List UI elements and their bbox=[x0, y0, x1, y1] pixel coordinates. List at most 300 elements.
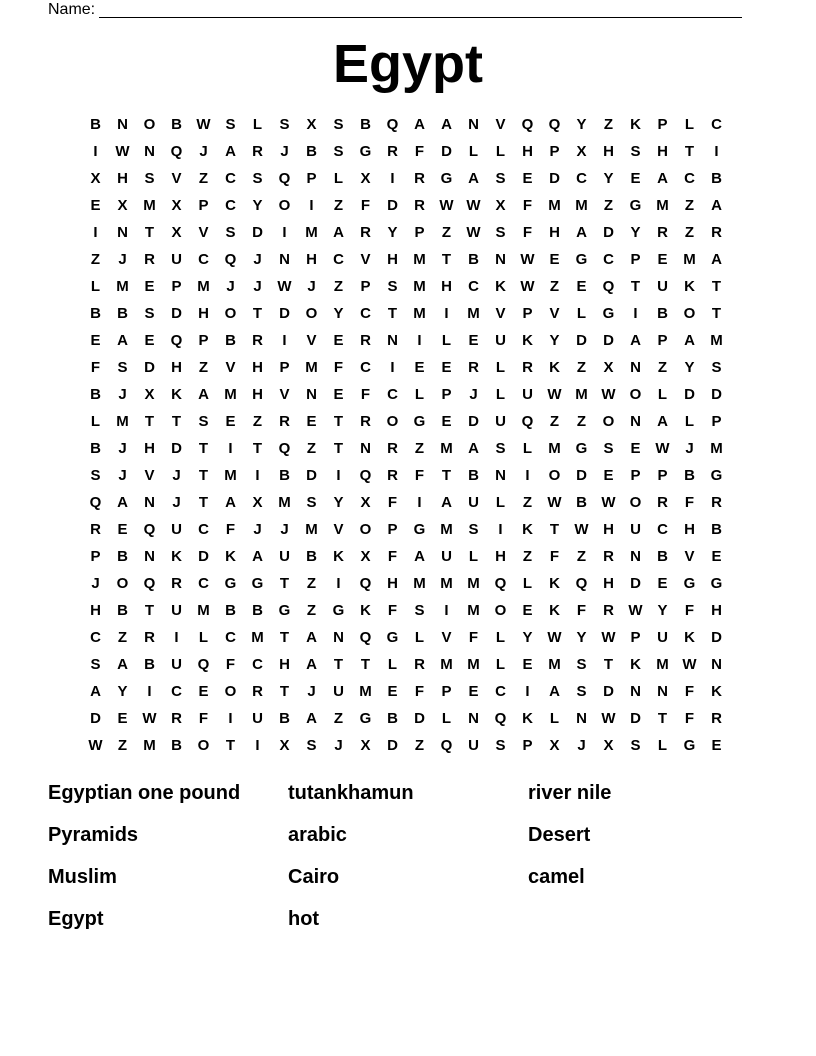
grid-letter: M bbox=[467, 305, 480, 322]
grid-letter: E bbox=[630, 440, 641, 457]
grid-letter: V bbox=[279, 386, 290, 403]
grid-letter: R bbox=[711, 224, 722, 241]
grid-letter: F bbox=[387, 548, 398, 565]
grid-letter: I bbox=[525, 683, 530, 700]
grid-letter: A bbox=[414, 116, 425, 133]
grid-letter: N bbox=[144, 494, 155, 511]
grid-letter: V bbox=[360, 251, 371, 268]
grid-letter: B bbox=[711, 170, 722, 187]
grid-letter: O bbox=[386, 413, 399, 430]
grid-letter: L bbox=[522, 575, 533, 592]
grid-letter: P bbox=[387, 521, 398, 538]
grid-letter: E bbox=[441, 359, 452, 376]
grid-letter: S bbox=[306, 737, 317, 754]
grid-letter: W bbox=[88, 737, 103, 754]
grid-letter: E bbox=[117, 521, 128, 538]
grid-letter: U bbox=[252, 710, 263, 727]
grid-letter: M bbox=[116, 278, 129, 295]
grid-letter: U bbox=[279, 548, 290, 565]
grid-letter: G bbox=[413, 413, 426, 430]
grid-letter: I bbox=[228, 710, 233, 727]
grid-letter: I bbox=[444, 602, 449, 619]
name-underline bbox=[99, 2, 742, 18]
grid-letter: G bbox=[710, 467, 723, 484]
grid-letter: E bbox=[414, 359, 425, 376]
grid-letter: Y bbox=[252, 197, 263, 214]
grid-row bbox=[82, 138, 730, 165]
grid-letter: I bbox=[390, 170, 395, 187]
grid-letter: G bbox=[710, 575, 723, 592]
grid-letter: Q bbox=[143, 575, 156, 592]
grid-letter: D bbox=[630, 710, 641, 727]
grid-letter: W bbox=[628, 602, 643, 619]
grid-letter: B bbox=[306, 548, 317, 565]
page-title: Egypt bbox=[332, 34, 483, 94]
grid-letter: U bbox=[171, 251, 182, 268]
grid-letter: R bbox=[603, 548, 614, 565]
grid-letter: O bbox=[602, 413, 615, 430]
grid-letter: G bbox=[359, 710, 372, 727]
grid-letter: W bbox=[601, 710, 616, 727]
grid-letter: M bbox=[224, 386, 237, 403]
grid-letter: W bbox=[439, 197, 454, 214]
grid-letter: R bbox=[657, 494, 668, 511]
grid-row bbox=[82, 111, 730, 138]
grid-letter: T bbox=[198, 467, 209, 484]
grid-letter: L bbox=[441, 710, 452, 727]
grid-letter: W bbox=[466, 197, 481, 214]
grid-letter: F bbox=[684, 710, 695, 727]
grid-letter: T bbox=[549, 521, 560, 538]
grid-letter: B bbox=[279, 467, 290, 484]
name-label: Name: bbox=[48, 1, 96, 18]
grid-letter: F bbox=[684, 494, 695, 511]
grid-letter: T bbox=[603, 656, 614, 673]
grid-letter: C bbox=[495, 683, 506, 700]
grid-letter: T bbox=[387, 305, 398, 322]
grid-letter: P bbox=[198, 197, 209, 214]
grid-letter: M bbox=[116, 413, 129, 430]
grid-letter: F bbox=[225, 521, 236, 538]
grid-letter: R bbox=[360, 224, 371, 241]
grid-letter: E bbox=[198, 683, 209, 700]
grid-letter: H bbox=[603, 521, 614, 538]
grid-letter: M bbox=[413, 278, 426, 295]
grid-letter: B bbox=[90, 440, 101, 457]
grid-letter: Z bbox=[333, 278, 344, 295]
grid-letter: Z bbox=[117, 629, 128, 646]
grid-letter: M bbox=[413, 575, 426, 592]
grid-letter: Q bbox=[359, 467, 372, 484]
grid-letter: T bbox=[279, 629, 290, 646]
grid-letter: Q bbox=[170, 143, 183, 160]
grid-letter: R bbox=[468, 359, 479, 376]
grid-letter: C bbox=[468, 278, 479, 295]
word-list-item: camel bbox=[528, 866, 585, 888]
grid-letter: B bbox=[225, 332, 236, 349]
grid-letter: R bbox=[387, 440, 398, 457]
grid-letter: A bbox=[711, 197, 722, 214]
grid-letter: T bbox=[225, 737, 236, 754]
grid-letter: I bbox=[417, 494, 422, 511]
grid-letter: W bbox=[466, 224, 481, 241]
grid-letter: F bbox=[414, 143, 425, 160]
grid-letter: X bbox=[171, 224, 182, 241]
grid-letter: G bbox=[332, 602, 345, 619]
grid-letter: T bbox=[333, 656, 344, 673]
grid-letter: T bbox=[441, 251, 452, 268]
word-list-item: tutankhamun bbox=[288, 782, 414, 804]
grid-letter: V bbox=[441, 629, 452, 646]
grid-letter: M bbox=[575, 386, 588, 403]
grid-letter: Y bbox=[333, 494, 344, 511]
grid-letter: R bbox=[144, 629, 155, 646]
grid-letter: B bbox=[117, 548, 128, 565]
grid-letter: J bbox=[118, 467, 127, 484]
grid-letter: W bbox=[196, 116, 211, 133]
grid-letter: Z bbox=[90, 251, 101, 268]
grid-letter: M bbox=[305, 359, 318, 376]
grid-letter: T bbox=[252, 440, 263, 457]
grid-letter: V bbox=[333, 521, 344, 538]
grid-letter: H bbox=[657, 143, 668, 160]
grid-letter: P bbox=[279, 359, 290, 376]
grid-letter: E bbox=[90, 197, 101, 214]
grid-letter: M bbox=[548, 656, 561, 673]
grid-letter: G bbox=[575, 440, 588, 457]
grid-letter: B bbox=[225, 602, 236, 619]
grid-letter: M bbox=[656, 197, 669, 214]
grid-letter: R bbox=[360, 413, 371, 430]
grid-row bbox=[82, 354, 730, 381]
grid-letter: M bbox=[278, 494, 291, 511]
grid-letter: X bbox=[279, 737, 290, 754]
grid-letter: S bbox=[225, 224, 236, 241]
grid-letter: K bbox=[684, 629, 695, 646]
grid-row bbox=[82, 435, 730, 462]
grid-letter: F bbox=[522, 197, 533, 214]
grid-row bbox=[82, 327, 730, 354]
grid-letter: A bbox=[630, 332, 641, 349]
grid-letter: Z bbox=[549, 278, 560, 295]
grid-letter: K bbox=[522, 521, 533, 538]
grid-letter: N bbox=[306, 386, 317, 403]
grid-letter: R bbox=[603, 602, 614, 619]
grid-letter: N bbox=[495, 251, 506, 268]
grid-letter: D bbox=[630, 575, 641, 592]
grid-letter: M bbox=[683, 251, 696, 268]
grid-letter: Q bbox=[359, 629, 372, 646]
grid-letter: S bbox=[630, 143, 641, 160]
grid-letter: N bbox=[387, 332, 398, 349]
grid-letter: P bbox=[522, 737, 533, 754]
grid-letter: M bbox=[440, 656, 453, 673]
grid-letter: X bbox=[360, 737, 371, 754]
grid-letter: O bbox=[683, 305, 696, 322]
grid-letter: K bbox=[333, 548, 344, 565]
grid-row bbox=[82, 570, 730, 597]
grid-letter: A bbox=[684, 332, 695, 349]
grid-letter: M bbox=[575, 197, 588, 214]
grid-letter: T bbox=[711, 305, 722, 322]
grid-letter: U bbox=[333, 683, 344, 700]
grid-letter: L bbox=[657, 386, 668, 403]
grid-letter: E bbox=[630, 170, 641, 187]
grid-letter: O bbox=[629, 386, 642, 403]
grid-row bbox=[82, 300, 730, 327]
grid-letter: Y bbox=[522, 629, 533, 646]
grid-letter: Q bbox=[170, 332, 183, 349]
grid-letter: B bbox=[387, 710, 398, 727]
grid-letter: X bbox=[90, 170, 101, 187]
grid-letter: E bbox=[468, 683, 479, 700]
grid-letter: W bbox=[547, 386, 562, 403]
grid-row bbox=[82, 516, 730, 543]
grid-letter: N bbox=[630, 548, 641, 565]
grid-letter: R bbox=[279, 413, 290, 430]
grid-letter: Z bbox=[441, 224, 452, 241]
grid-row bbox=[82, 597, 730, 624]
grid-letter: T bbox=[684, 143, 695, 160]
grid-letter: G bbox=[683, 575, 696, 592]
grid-letter: C bbox=[387, 386, 398, 403]
grid-letter: T bbox=[144, 413, 155, 430]
grid-letter: U bbox=[468, 737, 479, 754]
grid-letter: C bbox=[90, 629, 101, 646]
grid-letter: R bbox=[387, 467, 398, 484]
grid-letter: H bbox=[144, 440, 155, 457]
grid-letter: J bbox=[118, 251, 127, 268]
grid-letter: T bbox=[252, 305, 263, 322]
grid-letter: J bbox=[172, 467, 181, 484]
grid-letter: D bbox=[414, 710, 425, 727]
grid-letter: E bbox=[576, 278, 587, 295]
grid-letter: K bbox=[360, 602, 371, 619]
grid-letter: T bbox=[198, 494, 209, 511]
grid-letter: W bbox=[547, 494, 562, 511]
grid-letter: A bbox=[306, 629, 317, 646]
grid-letter: H bbox=[684, 521, 695, 538]
grid-letter: Q bbox=[494, 710, 507, 727]
grid-letter: H bbox=[495, 548, 506, 565]
grid-letter: P bbox=[711, 413, 722, 430]
grid-letter: S bbox=[90, 656, 101, 673]
grid-letter: D bbox=[171, 440, 182, 457]
grid-letter: C bbox=[198, 575, 209, 592]
grid-letter: I bbox=[282, 224, 287, 241]
grid-letter: N bbox=[657, 683, 668, 700]
grid-letter: I bbox=[633, 305, 638, 322]
grid-letter: K bbox=[495, 278, 506, 295]
grid-letter: V bbox=[306, 332, 317, 349]
grid-letter: D bbox=[711, 386, 722, 403]
grid-letter: X bbox=[495, 197, 506, 214]
word-list-item: hot bbox=[288, 908, 320, 930]
grid-letter: I bbox=[93, 143, 98, 160]
grid-letter: I bbox=[336, 575, 341, 592]
grid-letter: E bbox=[144, 278, 155, 295]
grid-letter: E bbox=[387, 683, 398, 700]
grid-letter: L bbox=[333, 170, 344, 187]
grid-letter: Q bbox=[494, 575, 507, 592]
grid-letter: H bbox=[117, 170, 128, 187]
word-list bbox=[48, 778, 768, 946]
grid-letter: F bbox=[684, 602, 695, 619]
grid-letter: X bbox=[360, 548, 371, 565]
grid-letter: L bbox=[468, 548, 479, 565]
grid-letter: C bbox=[252, 656, 263, 673]
grid-letter: O bbox=[548, 467, 561, 484]
grid-letter: R bbox=[252, 332, 263, 349]
grid-letter: Y bbox=[333, 305, 344, 322]
grid-letter: B bbox=[144, 656, 155, 673]
grid-letter: D bbox=[684, 386, 695, 403]
grid-letter: F bbox=[387, 602, 398, 619]
grid-letter: D bbox=[603, 683, 614, 700]
grid-letter: V bbox=[144, 467, 155, 484]
grid-letter: D bbox=[387, 737, 398, 754]
grid-letter: J bbox=[280, 143, 289, 160]
grid-letter: A bbox=[198, 386, 209, 403]
word-list-item: Egypt bbox=[48, 908, 104, 930]
grid-letter: E bbox=[657, 251, 668, 268]
word-list-item: Pyramids bbox=[48, 824, 139, 846]
grid-letter: V bbox=[198, 224, 209, 241]
grid-letter: B bbox=[684, 467, 695, 484]
grid-letter: N bbox=[333, 629, 344, 646]
grid-letter: F bbox=[198, 710, 209, 727]
grid-letter: J bbox=[685, 440, 694, 457]
grid-letter: Z bbox=[198, 170, 209, 187]
grid-letter: T bbox=[144, 602, 155, 619]
grid-letter: A bbox=[117, 656, 128, 673]
grid-letter: N bbox=[630, 413, 641, 430]
grid-letter: H bbox=[387, 575, 398, 592]
grid-letter: R bbox=[252, 683, 263, 700]
grid-letter: C bbox=[360, 359, 371, 376]
grid-letter: X bbox=[171, 197, 182, 214]
grid-letter: D bbox=[468, 413, 479, 430]
grid-letter: D bbox=[603, 332, 614, 349]
grid-letter: K bbox=[630, 116, 641, 133]
grid-letter: E bbox=[603, 467, 614, 484]
grid-letter: A bbox=[117, 332, 128, 349]
grid-letter: S bbox=[90, 467, 101, 484]
grid-letter: P bbox=[549, 143, 560, 160]
grid-letter: H bbox=[252, 386, 263, 403]
grid-letter: W bbox=[115, 143, 130, 160]
name-field bbox=[48, 0, 742, 18]
grid-letter: M bbox=[710, 332, 723, 349]
grid-letter: T bbox=[333, 413, 344, 430]
grid-letter: Z bbox=[657, 359, 668, 376]
grid-letter: T bbox=[144, 224, 155, 241]
grid-letter: V bbox=[495, 116, 506, 133]
grid-letter: C bbox=[198, 521, 209, 538]
grid-letter: Z bbox=[684, 224, 695, 241]
grid-letter: W bbox=[574, 521, 589, 538]
grid-letter: M bbox=[467, 602, 480, 619]
grid-letter: A bbox=[225, 143, 236, 160]
grid-letter: T bbox=[711, 278, 722, 295]
grid-letter: L bbox=[198, 629, 209, 646]
grid-letter: M bbox=[413, 305, 426, 322]
grid-letter: D bbox=[279, 305, 290, 322]
grid-row bbox=[82, 543, 730, 570]
grid-letter: E bbox=[522, 602, 533, 619]
grid-letter: D bbox=[171, 305, 182, 322]
grid-letter: N bbox=[144, 143, 155, 160]
grid-letter: R bbox=[171, 575, 182, 592]
grid-row bbox=[82, 489, 730, 516]
grid-letter: Y bbox=[549, 332, 560, 349]
grid-letter: M bbox=[548, 197, 561, 214]
grid-letter: S bbox=[333, 143, 344, 160]
grid-letter: M bbox=[305, 521, 318, 538]
grid-letter: O bbox=[116, 575, 129, 592]
grid-letter: Z bbox=[333, 710, 344, 727]
grid-letter: Z bbox=[306, 575, 317, 592]
grid-letter: B bbox=[306, 143, 317, 160]
grid-letter: B bbox=[576, 494, 587, 511]
grid-letter: C bbox=[198, 251, 209, 268]
grid-letter: N bbox=[117, 116, 128, 133]
grid-letter: G bbox=[575, 251, 588, 268]
grid-letter: R bbox=[90, 521, 101, 538]
grid-letter: I bbox=[309, 197, 314, 214]
grid-letter: T bbox=[630, 278, 641, 295]
grid-letter: Z bbox=[522, 494, 533, 511]
grid-letter: G bbox=[413, 521, 426, 538]
grid-letter: E bbox=[522, 656, 533, 673]
grid-letter: Y bbox=[603, 170, 614, 187]
grid-letter: N bbox=[279, 251, 290, 268]
grid-letter: K bbox=[171, 548, 182, 565]
grid-letter: M bbox=[467, 575, 480, 592]
grid-letter: O bbox=[359, 521, 372, 538]
grid-letter: S bbox=[414, 602, 425, 619]
grid-letter: T bbox=[279, 683, 290, 700]
grid-letter: S bbox=[117, 359, 128, 376]
grid-letter: J bbox=[118, 440, 127, 457]
grid-row bbox=[82, 273, 730, 300]
grid-letter: Z bbox=[603, 116, 614, 133]
grid-letter: S bbox=[603, 440, 614, 457]
grid-letter: D bbox=[306, 467, 317, 484]
grid-letter: M bbox=[197, 278, 210, 295]
grid-letter: I bbox=[444, 305, 449, 322]
word-list-item: Egyptian one pound bbox=[48, 782, 241, 804]
grid-letter: X bbox=[306, 116, 317, 133]
grid-letter: W bbox=[520, 278, 535, 295]
grid-letter: R bbox=[387, 143, 398, 160]
grid-letter: D bbox=[576, 332, 587, 349]
grid-letter: M bbox=[413, 251, 426, 268]
grid-letter: G bbox=[224, 575, 237, 592]
grid-letter: L bbox=[414, 386, 425, 403]
grid-letter: M bbox=[359, 683, 372, 700]
grid-letter: E bbox=[333, 386, 344, 403]
grid-letter: R bbox=[360, 332, 371, 349]
grid-letter: X bbox=[117, 197, 128, 214]
grid-letter: L bbox=[90, 278, 101, 295]
grid-letter: U bbox=[495, 332, 506, 349]
grid-row bbox=[82, 462, 730, 489]
grid-letter: G bbox=[278, 602, 291, 619]
grid-letter: K bbox=[630, 656, 641, 673]
grid-letter: U bbox=[171, 521, 182, 538]
grid-letter: K bbox=[225, 548, 236, 565]
